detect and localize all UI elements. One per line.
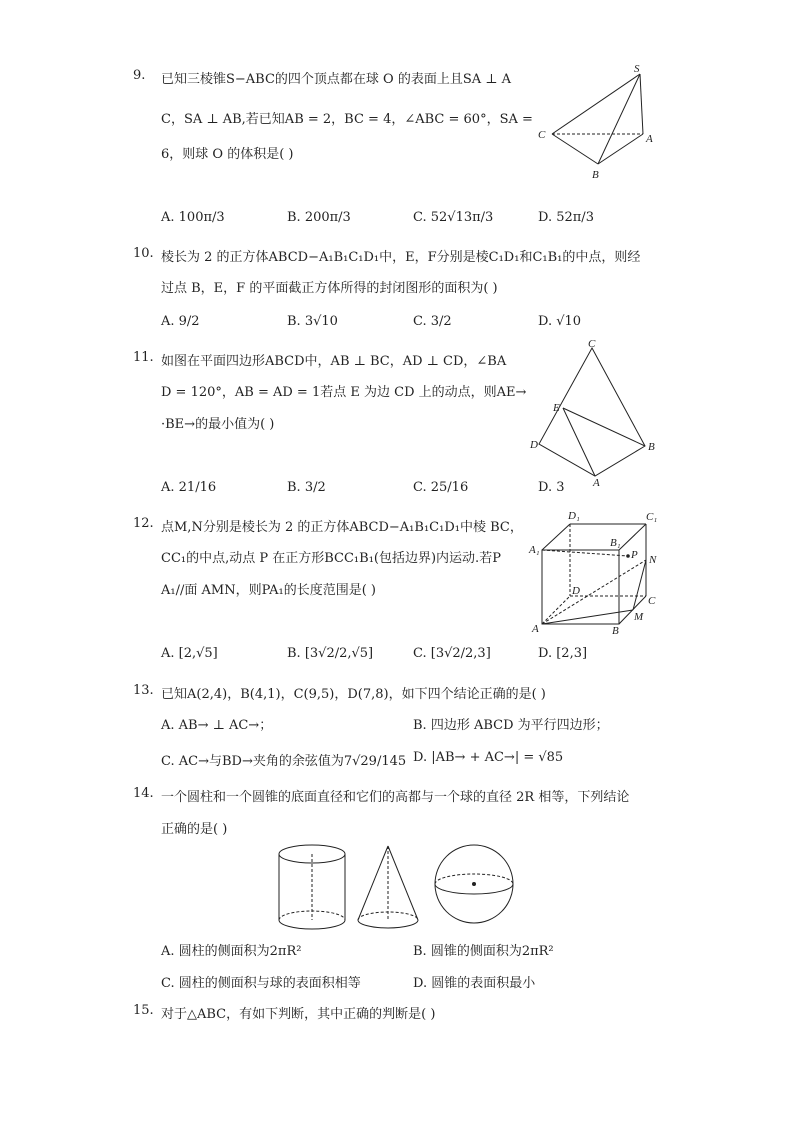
option-d: D. √10 [538,314,582,329]
question-number: 14. [133,786,154,801]
question-text-line: 过点 B，E，F 的平面截正方体所得的封闭图形的面积为( ) [161,281,498,296]
option-a: A. [2,√5] [161,646,218,661]
question-number: 15. [133,1003,154,1018]
question-text-line: 已知A(2,4)，B(4,1)，C(9,5)，D(7,8)，如下四个结论正确的是( ) [161,687,546,702]
option-b: B. 圆锥的侧面积为2πR² [413,944,554,959]
fig-label: D [530,439,538,451]
option-a: A. 100π/3 [161,210,225,225]
question-text-line: 6，则球 O 的体积是( ) [161,147,294,162]
option-c: C. 52√13π/3 [413,210,494,225]
question-text-line: C，SA ⊥ AB,若已知AB = 2，BC = 4，∠ABC = 60°，SA = [161,112,533,127]
option-a: A. 9/2 [161,314,200,329]
quadrilateral-figure [525,338,665,488]
fig-label: P [631,549,638,561]
option-d: D. 圆锥的表面积最小 [413,976,536,991]
option-a: A. 21/16 [161,480,217,495]
fig-label: C₁ [646,511,658,523]
fig-label: E [553,402,560,414]
question-number: 10. [133,246,154,261]
fig-label: C [588,338,596,350]
option-c: C. 25/16 [413,480,469,495]
question-number: 12. [133,516,154,531]
question-text-line: 对于△ABC，有如下判断，其中正确的判断是( ) [161,1007,436,1022]
solids-figure [270,840,520,932]
option-d: D. [2,3] [538,646,588,661]
option-b: B. [3√2/2,√5] [287,646,374,661]
option-b: B. 3/2 [287,480,326,495]
question-text-line: CC₁的中点,动点 P 在正方形BCC₁B₁(包括边界)内运动.若P [161,551,501,566]
question-text-line: ·BE→的最小值为( ) [161,417,275,432]
question-text-line: A₁//面 AMN，则PA₁的长度范围是( ) [161,583,376,598]
fig-label: D [572,585,580,597]
fig-label: B₁ [610,537,621,549]
question-text-line: 一个圆柱和一个圆锥的底面直径和它们的高都与一个球的直径 2R 相等，下列结论 [161,790,630,805]
fig-label: C [538,129,546,141]
fig-label: A₁ [529,544,540,556]
tetrahedron-figure [530,62,660,182]
question-text-line: 如图在平面四边形ABCD中，AB ⊥ BC，AD ⊥ CD，∠BA [161,354,507,369]
option-c: C. [3√2/2,3] [413,646,491,661]
fig-label: D₁ [568,510,580,522]
fig-label: M [634,611,644,623]
fig-label: N [649,554,657,566]
fig-label: S [634,63,640,75]
question-number: 9. [133,68,146,83]
option-c: C. 圆柱的侧面积与球的表面积相等 [161,976,361,991]
fig-label: B [648,441,655,453]
question-number: 11. [133,350,154,365]
cube-figure [528,508,663,638]
question-text-line: D = 120°，AB = AD = 1若点 E 为边 CD 上的动点，则AE→ [161,385,527,400]
fig-label: B [612,625,619,637]
fig-label: C [648,595,656,607]
question-text-line: 已知三棱锥S−ABC的四个顶点都在球 O 的表面上且SA ⊥ A [161,72,512,87]
fig-label: A [532,623,539,635]
question-number: 13. [133,683,154,698]
fig-label: A [593,477,600,489]
option-a: A. 圆柱的侧面积为2πR² [161,944,302,959]
option-d: D. |AB→ + AC→| = √85 [413,750,564,765]
option-d: D. 52π/3 [538,210,594,225]
option-b: B. 3√10 [287,314,338,329]
option-c: C. AC→与BD→夹角的余弦值为7√29/145 [161,754,407,769]
question-text-line: 正确的是( ) [161,822,228,837]
option-c: C. 3/2 [413,314,452,329]
fig-label: B [592,169,599,181]
option-a: A. AB→ ⊥ AC→； [161,718,273,733]
question-text-line: 点M,N分别是棱长为 2 的正方体ABCD−A₁B₁C₁D₁中棱 BC， [161,520,523,535]
fig-label: A [646,133,653,145]
question-text-line: 棱长为 2 的正方体ABCD−A₁B₁C₁D₁中，E，F分别是棱C₁D₁和C₁B₁的中点，则经 [161,250,641,265]
option-d: D. 3 [538,480,565,495]
option-b: B. 四边形 ABCD 为平行四边形； [413,718,609,733]
option-b: B. 200π/3 [287,210,351,225]
